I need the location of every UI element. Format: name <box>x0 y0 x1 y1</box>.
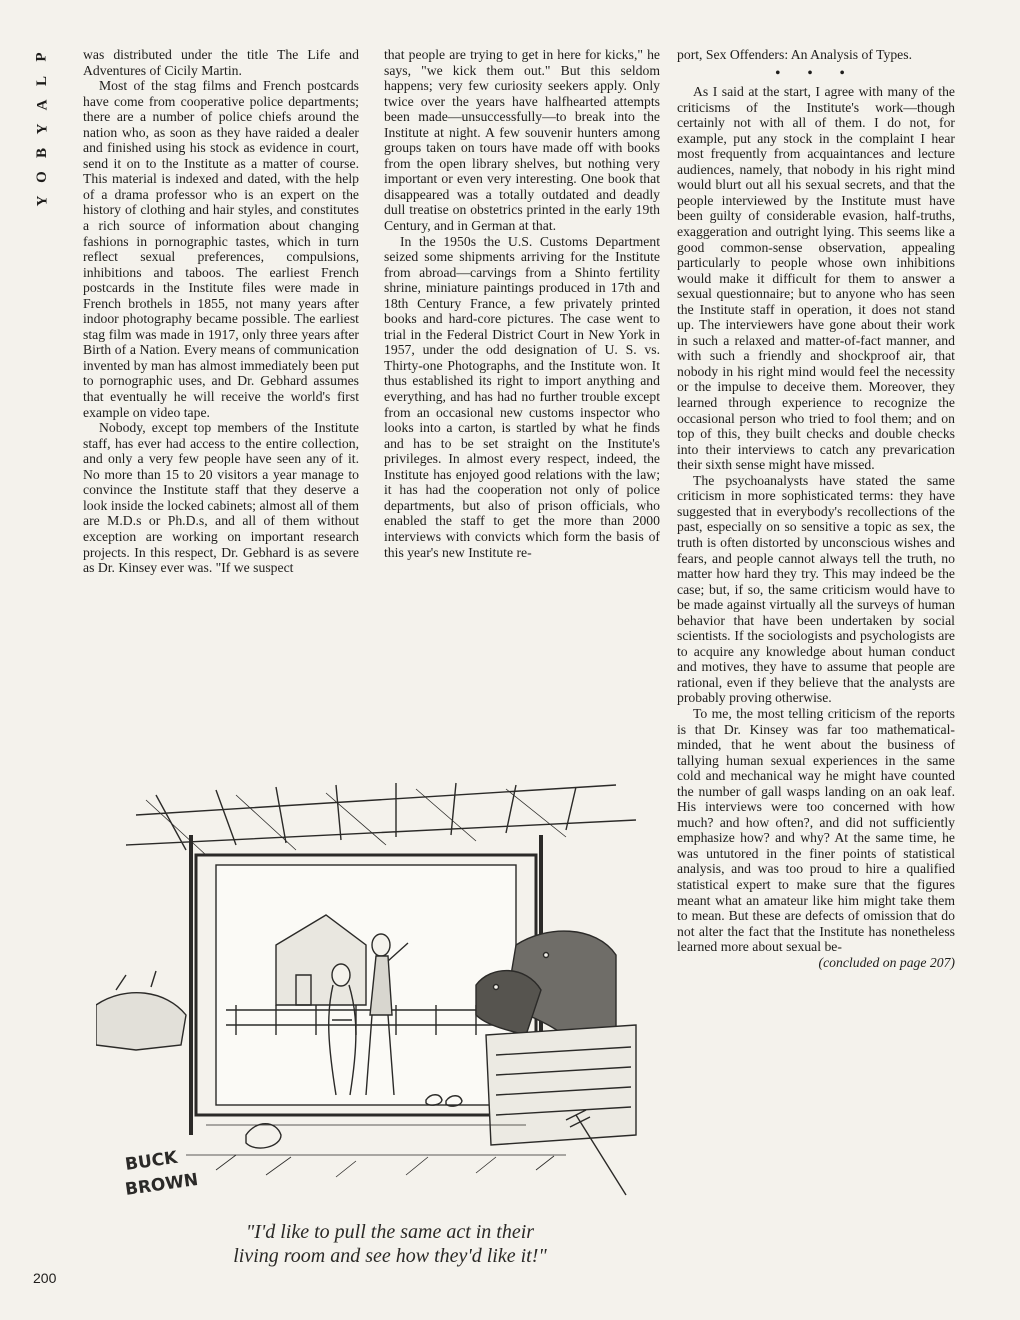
paragraph: As I said at the start, I agree with many of the criticisms of the Institute's work—though certainly not with all of them. I do not, for example, put any stock in the complaint I hear most frequently from acquaintances and lecture audiences, namely, that nobody in his right mind would blurt out all his sexual secrets, and that the people interviewed by the Institute must have been guilty of considerable evasion, half-truths, exaggeration and outright lying. This seems like a good common-sense observation, appealing particularly to people whose own inhibitions would make it difficult for them to answer a sexual questionnaire; but to anyone who has seen the Institute staff in operation, it does not stand up. The interviewers have gone about their work in such a relaxed and matter-of-fact manner, and with such a friendly and shockproof air, that nobody in his right mind would feel the necessity or the impulse to deceive them. Moreover, they learned through experience to recognize the occasional person who tried to fool them; and on top of this, they built checks and double checks into their interviews to catch any prevarication their sixth sense might have missed. <box>677 84 955 473</box>
paragraph: that people are trying to get in here for kicks," he says, "we kick them out." But this seldom happens; very few curiosity seekers apply. Only twice over the years have halfhearted attempts been made—unsuccessfully—to break into the Institute at night. A few souvenir hunters among groups taken on tours have made off with books from the open library shelves, but nothing very important or even very interesting. One book that disappeared was a totally outdated and deadly dull treatise on obstetrics printed in the early 19th Century, and in German at that. <box>384 47 660 234</box>
running-head-letter: P <box>33 52 50 62</box>
paragraph: Most of the stag films and French postcards have come from cooperative police departments; there are a number of police chiefs around the nation who, as soon as they have raided a dealer and finished using his stock as evidence in court, send it on to the Institute as a matter of course. This material is indexed and dated, with the help of a drama professor who is an expert on the history of clothing and hair styles, and constitutes a rich source of information about changing fashions in pornographic tastes, which in turn reflect sexual preferences, compulsions, inhibitions and taboos. The earliest French postcards in the Institute files were made in French brothels in 1855, not many years after indoor photography became possible. The earliest stag film was made in 1917, only three years after Birth of a Nation. Every means of communication invented by man has almost immediately been put to pornographic uses, and Dr. Gebhard assumes that eventually he will receive the world's first example on video tape. <box>83 78 359 420</box>
paragraph: In the 1950s the U.S. Customs Department seized some shipments arriving for the Institute from abroad—carvings from a Shinto fertility shrine, miniature paintings produced in 17th and 18th Century France, a few privately printed books and hard-core pictures. The case went to trial in the Federal District Court in New York in 1957, under the odd designation of U. S. vs. Thirty-one Photographs, and the Institute won. It thus established its right to import anything and everything, and has had no further trouble except from an occasional new customs inspector who looks into a carton, is startled by what he finds and has to be set straight on the Institute's privileges. In almost every respect, indeed, the Institute has enjoyed good relations with the law; it has had the cooperation not only of police departments, but also of prison officials, who enabled the staff to get the more than 2000 interviews with convicts which form the basis of this year's new Institute re- <box>384 233 660 560</box>
cartoonist-signature-line1: BUCK <box>123 1147 179 1175</box>
caption-line: living room and see how they'd like it!" <box>233 1245 547 1267</box>
text-column-1 <box>83 47 359 576</box>
cartoonist-signature-line2: BROWN <box>123 1169 200 1200</box>
running-head-letter: Y <box>34 195 50 207</box>
text-column-2 <box>384 47 660 560</box>
caption-line: "I'd like to pull the same act in their <box>245 1221 535 1243</box>
paragraph: The psychoanalysts have stated the same criticism in more sophisticated terms: they have suggested that in everybody's recollections of the past, especially on so sensitive a topic as sex, the truth is often distorted by unconscious wishes and fears, and people cannot always tell the truth, no matter how hard they try. This may indeed be the case; but, if so, the same criticism would have to be made against virtually all the surveys of human behavior that have been undertaken by social scientists. If the sociologists and psychologists are to acquire any knowledge about human conduct and motives, they have to assume that people are rational, even if they believe that the analysts are probably proving otherwise. <box>677 472 955 706</box>
paragraph: port, Sex Offenders: An Analysis of Types. <box>677 47 913 62</box>
section-break: • • • <box>775 64 857 80</box>
page-number: 200 <box>33 1270 57 1286</box>
paragraph: To me, the most telling criticism of the reports is that Dr. Kinsey was far too mathematical-minded, that he went about the business of tallying human sexual experiences in the same cold and mechanical way he might have counted the number of gall wasps landing on an oak leaf. His interviews were too concerned with how much? and how often?, and did not sufficiently emphasize how? and why? At the same time, he was untutored in the finer points of statistical analysis, and was too proud to hire a qualified statistical expert to make sure that the figures meant what an amateur like him might take them to mean. But these are defects of omission that do not alter the fact that the Institute has nonetheless learned more about sexual be- <box>677 705 955 955</box>
magazine-running-head <box>30 48 54 210</box>
running-head-letter: Y <box>34 123 50 135</box>
running-head-letter: O <box>33 171 50 183</box>
running-head-letter: A <box>34 99 50 111</box>
paragraph: Nobody, except top members of the Institute staff, has ever had access to the entire collection, and only a very few people have seen any of it. No more than 15 to 20 visitors a year manage to convince the Institute staff that they deserve a look inside the locked cabinets; almost all of them are M.D.s or Ph.D.s, and all of them without exception are working on important research projects. In this respect, Dr. Gebhard is as severe as Dr. Kinsey ever was. "If we suspect <box>83 420 359 576</box>
text-column-3 <box>677 47 955 970</box>
continued-note: (concluded on page 207) <box>818 954 955 970</box>
running-head-letter: B <box>33 147 50 159</box>
cartoon-caption <box>130 1220 650 1268</box>
paragraph: was distributed under the title The Life and Adventures of Cicily Martin. <box>83 47 359 78</box>
running-head-letter: L <box>33 75 50 87</box>
barn-cartoon-illustration <box>96 775 656 1215</box>
